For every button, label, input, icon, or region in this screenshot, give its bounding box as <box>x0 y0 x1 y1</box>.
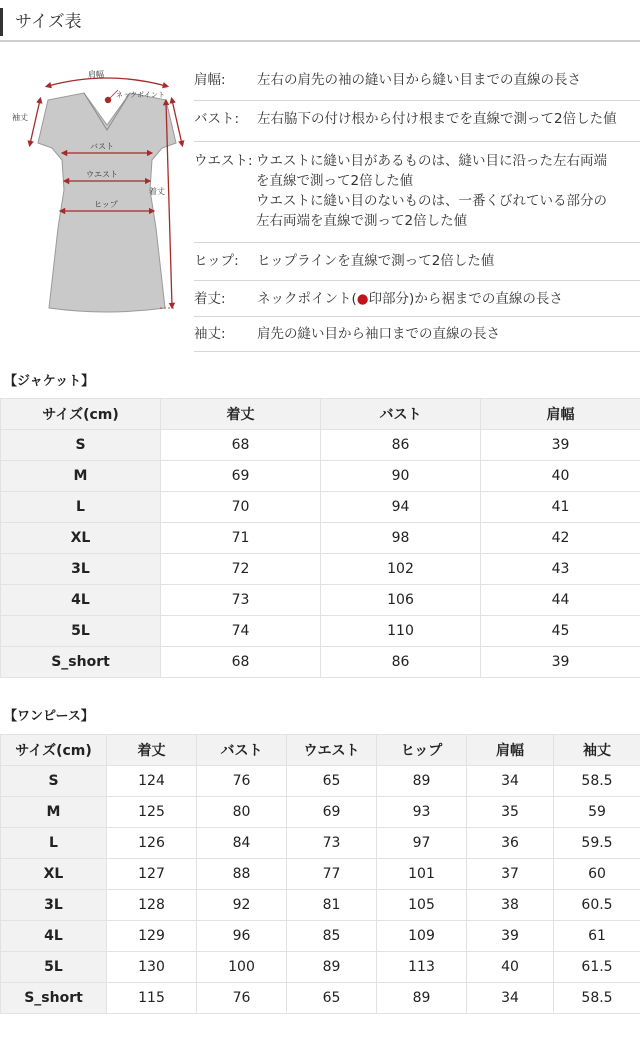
table-cell: 69 <box>161 461 321 492</box>
size-label-cell: M <box>1 797 107 828</box>
table-cell: 90 <box>321 461 481 492</box>
table-cell: 110 <box>321 616 481 647</box>
table-cell: 76 <box>197 983 287 1014</box>
onepiece-section-title: 【ワンピース】 <box>4 709 94 724</box>
definition-text <box>256 151 639 231</box>
definition-text-pre: ネックポイント( <box>257 291 357 307</box>
table-cell: 71 <box>161 523 321 554</box>
table-cell: 130 <box>107 952 197 983</box>
table-cell: 89 <box>377 766 467 797</box>
column-header: 着丈 <box>161 399 321 430</box>
table-cell: 59.5 <box>554 828 640 859</box>
table-row <box>1 523 640 554</box>
table-cell: 73 <box>287 828 377 859</box>
size-label-cell: 4L <box>1 585 161 616</box>
column-header: 着丈 <box>107 735 197 766</box>
table-row <box>1 554 640 585</box>
table-cell: 92 <box>197 890 287 921</box>
table-cell: 36 <box>467 828 554 859</box>
table-header-row <box>1 399 640 430</box>
definition-text: ヒップラインを直線で測って2倍した値 <box>257 253 495 269</box>
size-label-cell: 5L <box>1 616 161 647</box>
table-cell: 61 <box>554 921 640 952</box>
size-label-cell: S_short <box>1 647 161 678</box>
table-cell: 65 <box>287 983 377 1014</box>
diagram-label-sleeve: 袖丈 <box>12 113 28 122</box>
table-row <box>1 616 640 647</box>
table-cell: 34 <box>467 983 554 1014</box>
definition-line: を直線で測って2倍した値 <box>256 173 414 189</box>
definition-term: 着丈: <box>194 291 226 307</box>
definition-waist <box>194 142 640 243</box>
table-cell: 41 <box>481 492 640 523</box>
table-cell: 125 <box>107 797 197 828</box>
table-cell: 105 <box>377 890 467 921</box>
definition-term: 袖丈: <box>194 326 226 342</box>
table-cell: 37 <box>467 859 554 890</box>
table-cell: 58.5 <box>554 766 640 797</box>
column-header: ヒップ <box>377 735 467 766</box>
table-cell: 45 <box>481 616 640 647</box>
table-cell: 100 <box>197 952 287 983</box>
table-cell: 77 <box>287 859 377 890</box>
table-cell: 98 <box>321 523 481 554</box>
table-cell: 42 <box>481 523 640 554</box>
table-cell: 129 <box>107 921 197 952</box>
table-row <box>1 828 640 859</box>
definition-bust <box>194 101 640 142</box>
table-cell: 101 <box>377 859 467 890</box>
table-header-row <box>1 735 640 766</box>
table-cell: 89 <box>287 952 377 983</box>
column-header: サイズ(cm) <box>1 735 107 766</box>
definition-line: ウエストに縫い目があるものは、縫い目に沿った左右両端 <box>256 153 607 169</box>
sleeve-arrow <box>30 100 40 144</box>
size-label-cell: XL <box>1 859 107 890</box>
size-label-cell: L <box>1 492 161 523</box>
table-cell: 40 <box>481 461 640 492</box>
definition-term: 肩幅: <box>194 72 226 88</box>
jacket-size-table <box>0 398 640 678</box>
table-cell: 35 <box>467 797 554 828</box>
table-cell: 65 <box>287 766 377 797</box>
size-label-cell: S_short <box>1 983 107 1014</box>
table-cell: 59 <box>554 797 640 828</box>
table-row <box>1 430 640 461</box>
table-cell: 86 <box>321 430 481 461</box>
table-cell: 68 <box>161 430 321 461</box>
table-cell: 68 <box>161 647 321 678</box>
table-cell: 44 <box>481 585 640 616</box>
diagram-label-hip: ヒップ <box>94 200 118 209</box>
diagram-label-length: 着丈 <box>149 187 165 196</box>
table-cell: 60 <box>554 859 640 890</box>
table-cell: 85 <box>287 921 377 952</box>
table-cell: 74 <box>161 616 321 647</box>
table-cell: 109 <box>377 921 467 952</box>
definition-term: バスト: <box>194 111 240 127</box>
onepiece-size-table <box>0 734 640 1014</box>
table-cell: 39 <box>481 647 640 678</box>
table-cell: 115 <box>107 983 197 1014</box>
table-row <box>1 461 640 492</box>
table-cell: 89 <box>377 983 467 1014</box>
definition-sleeve <box>194 317 640 352</box>
measurement-definitions <box>194 63 640 352</box>
column-header: ウエスト <box>287 735 377 766</box>
table-cell: 106 <box>321 585 481 616</box>
measurement-diagram <box>0 60 190 330</box>
table-cell: 76 <box>197 766 287 797</box>
column-header: 袖丈 <box>554 735 640 766</box>
size-label-cell: S <box>1 430 161 461</box>
size-label-cell: 3L <box>1 890 107 921</box>
shoulder-arrow <box>48 78 166 86</box>
definition-term: ウエスト: <box>194 153 253 169</box>
table-cell: 60.5 <box>554 890 640 921</box>
table-cell: 39 <box>467 921 554 952</box>
table-row <box>1 983 640 1014</box>
table-cell: 113 <box>377 952 467 983</box>
table-row <box>1 859 640 890</box>
table-row <box>1 585 640 616</box>
table-cell: 80 <box>197 797 287 828</box>
definition-text-post: 印部分)から裾までの直線の長さ <box>368 291 563 307</box>
table-cell: 94 <box>321 492 481 523</box>
table-cell: 72 <box>161 554 321 585</box>
neck-point-dot-icon: ● <box>356 291 369 307</box>
table-cell: 38 <box>467 890 554 921</box>
size-label-cell: 4L <box>1 921 107 952</box>
table-cell: 97 <box>377 828 467 859</box>
table-cell: 39 <box>481 430 640 461</box>
table-cell: 126 <box>107 828 197 859</box>
table-row <box>1 890 640 921</box>
table-row <box>1 647 640 678</box>
definition-shoulder <box>194 63 640 101</box>
size-label-cell: M <box>1 461 161 492</box>
table-row <box>1 797 640 828</box>
column-header: バスト <box>321 399 481 430</box>
table-cell: 127 <box>107 859 197 890</box>
definition-text: 左右の肩先の袖の縫い目から縫い目までの直線の長さ <box>257 72 581 88</box>
size-label-cell: 5L <box>1 952 107 983</box>
definition-text <box>257 289 640 309</box>
definition-text: 左右脇下の付け根から付け根までを直線で測って2倍した値 <box>257 111 617 127</box>
table-cell: 70 <box>161 492 321 523</box>
table-row <box>1 952 640 983</box>
table-cell: 128 <box>107 890 197 921</box>
table-cell: 84 <box>197 828 287 859</box>
table-cell: 34 <box>467 766 554 797</box>
definition-line: 左右両端を直線で測って2倍した値 <box>256 213 468 229</box>
table-cell: 88 <box>197 859 287 890</box>
table-cell: 69 <box>287 797 377 828</box>
table-cell: 93 <box>377 797 467 828</box>
table-cell: 43 <box>481 554 640 585</box>
column-header: サイズ(cm) <box>1 399 161 430</box>
diagram-label-neck-point: ネックポイント <box>116 91 165 99</box>
table-cell: 86 <box>321 647 481 678</box>
definition-length <box>194 281 640 317</box>
table-row <box>1 492 640 523</box>
column-header: 肩幅 <box>481 399 640 430</box>
table-cell: 40 <box>467 952 554 983</box>
column-header: バスト <box>197 735 287 766</box>
table-row <box>1 766 640 797</box>
table-cell: 58.5 <box>554 983 640 1014</box>
table-row <box>1 921 640 952</box>
table-cell: 96 <box>197 921 287 952</box>
table-cell: 61.5 <box>554 952 640 983</box>
table-cell: 124 <box>107 766 197 797</box>
diagram-label-waist: ウエスト <box>86 170 118 179</box>
column-header: 肩幅 <box>467 735 554 766</box>
size-label-cell: S <box>1 766 107 797</box>
diagram-label-bust: バスト <box>90 142 114 151</box>
size-label-cell: XL <box>1 523 161 554</box>
page-title: サイズ表 <box>0 8 82 36</box>
title-divider <box>0 40 640 42</box>
table-cell: 73 <box>161 585 321 616</box>
definition-line: ウエストに縫い目のないものは、一番くびれている部分の <box>256 193 607 209</box>
size-label-cell: L <box>1 828 107 859</box>
jacket-section-title: 【ジャケット】 <box>4 374 95 389</box>
table-cell: 81 <box>287 890 377 921</box>
definition-text: 肩先の縫い目から袖口までの直線の長さ <box>257 326 500 342</box>
size-label-cell: 3L <box>1 554 161 585</box>
definition-term: ヒップ: <box>194 253 239 269</box>
diagram-label-shoulder: 肩幅 <box>88 70 104 79</box>
definition-hip <box>194 243 640 281</box>
table-cell: 102 <box>321 554 481 585</box>
